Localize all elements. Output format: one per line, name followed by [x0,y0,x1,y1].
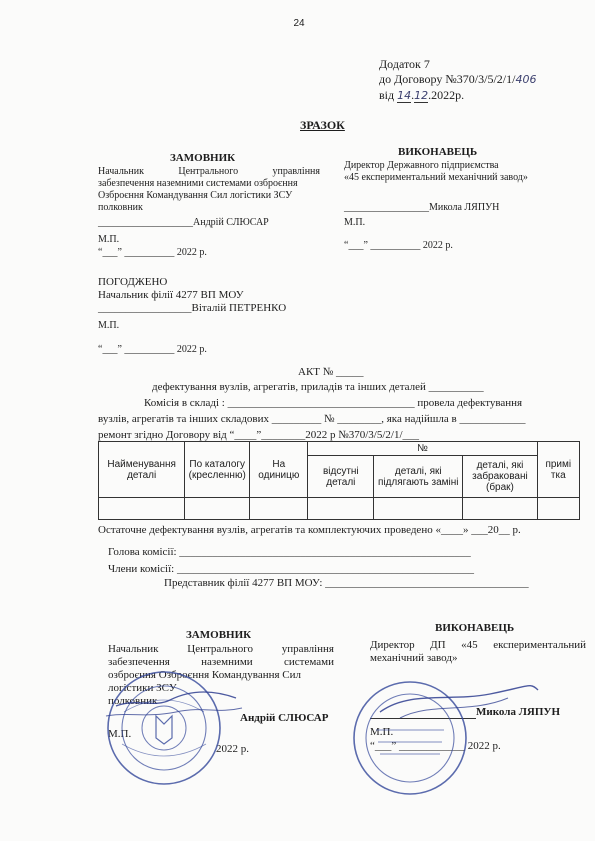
contract-number-handwritten: 406 [515,73,537,86]
table-row [99,498,580,520]
agreed-signature: _________________Віталій ПЕТРЕНКО [98,302,287,314]
top-customer-mp: М.П. [98,234,120,245]
bottom-customer-signature-name: Андрій СЛЮСАР [240,712,329,724]
top-customer-line-2: забезпечення наземними системами озброєння [98,178,298,189]
cell-empty [250,498,308,520]
top-contractor-mp: М.П. [344,217,366,228]
commission-chair-line: Голова комісії: _____________________________________________________ [108,546,471,558]
top-contractor-date: “___” __________ 2022 р. [344,240,453,251]
bottom-customer-line-2: забезпечення наземними системами [108,656,334,668]
top-customer-line-1: Начальник Центрального управління [98,166,320,177]
top-customer-heading: ЗАМОВНИК [170,152,236,164]
top-contractor-line-1: Директор Державного підприємства [344,160,499,171]
header-note: примі тка [537,442,579,498]
bottom-contractor-mp: М.П. [370,726,394,738]
cell-empty [463,498,537,520]
cell-empty [99,498,185,520]
header-catalog: По каталогу (кресленню) [185,442,250,498]
bottom-contractor-date: “___” ____________ 2022 р. [370,740,501,752]
header-unit: На одиницю [250,442,308,498]
cell-empty [374,498,463,520]
act-line-2: Комісія в складі : __________________________________ провела дефектування [144,397,523,409]
agreed-position: Начальник філії 4277 ВП МОУ [98,289,244,301]
act-title: АКТ № _____ [298,366,364,378]
top-customer-signature: ___________________Андрій СЛЮСАР [98,217,269,228]
top-customer-date: “___” __________ 2022 р. [98,247,207,258]
act-line-4: ремонт згідно Договору від “____”________2022 р №370/3/5/2/1/___ [98,429,420,441]
header-replace: деталі, які підлягають заміні [374,456,463,498]
top-contractor-line-2: «45 експериментальний механічний завод» [344,172,528,183]
agreed-heading: ПОГОДЖЕНО [98,276,168,288]
act-line-1: дефектування вузлів, агрегатів, приладів та інших деталей __________ [152,381,484,393]
customer-stamp-seal [96,668,246,808]
sample-title: ЗРАЗОК [300,118,345,132]
header-name: Найменування деталі [99,442,185,498]
date-suffix: .2022р. [428,88,465,102]
bottom-customer-line-5: полковник [108,695,158,707]
appendix-line-2 [379,72,536,87]
cell-empty [308,498,374,520]
contract-number-prefix: до Договору №370/3/5/2/1/ [379,72,516,86]
commission-members-line: Члени комісії: ______________________________________________________ [108,563,474,575]
top-contractor-heading: ВИКОНАВЕЦЬ [398,146,478,158]
agreed-date: “___” __________ 2022 р. [98,344,207,355]
bottom-customer-date: 2022 р. [216,743,249,755]
top-contractor-signature: _________________Микола ЛЯПУН [344,202,500,213]
bottom-contractor-line-1: Директор ДП «45 експериментальний [370,639,586,651]
cell-empty [537,498,579,520]
header-number: № [308,442,537,456]
page-number: 24 [293,18,305,29]
date-day-handwritten: 14 [397,89,412,102]
bottom-customer-mp: М.П. [108,728,132,740]
header-missing: відсутні деталі [308,456,374,498]
defect-table [98,441,580,520]
bottom-customer-line-3: озброєння Озброєння Командування Сил [108,669,301,681]
agreed-mp: М.П. [98,320,120,331]
date-month-handwritten: 12 [414,89,429,102]
bottom-customer-line-4: логістики ЗСУ [108,682,177,694]
appendix-line-3: від 14.12.2022р. [379,88,465,102]
appendix-line-1: Додаток 7 [379,57,430,71]
date-prefix: від [379,88,395,102]
final-defect-line: Остаточне дефектування вузлів, агрегатів та комплектуючих проведено «____» ___20__ р. [98,524,521,536]
act-line-3: вузлів, агрегатів та інших складових _________ № ________, яка надійшла в ____________ [98,413,526,425]
top-customer-line-4: полковник [98,202,143,213]
contractor-stamp-seal [340,672,540,802]
cell-empty [185,498,250,520]
bottom-customer-heading: ЗАМОВНИК [186,629,252,641]
representative-line: Представник філії 4277 ВП МОУ: _____________________________________ [164,577,529,589]
bottom-contractor-line-2: механічний завод» [370,652,458,664]
top-customer-line-3: Озброєння Командування Сил логістики ЗСУ [98,190,293,201]
header-reject: деталі, які забраковані (брак) [463,456,537,498]
bottom-customer-line-1: Начальник Центрального управління [108,643,334,655]
bottom-contractor-signature-name: Микола ЛЯПУН [476,706,561,718]
bottom-contractor-heading: ВИКОНАВЕЦЬ [435,622,515,634]
